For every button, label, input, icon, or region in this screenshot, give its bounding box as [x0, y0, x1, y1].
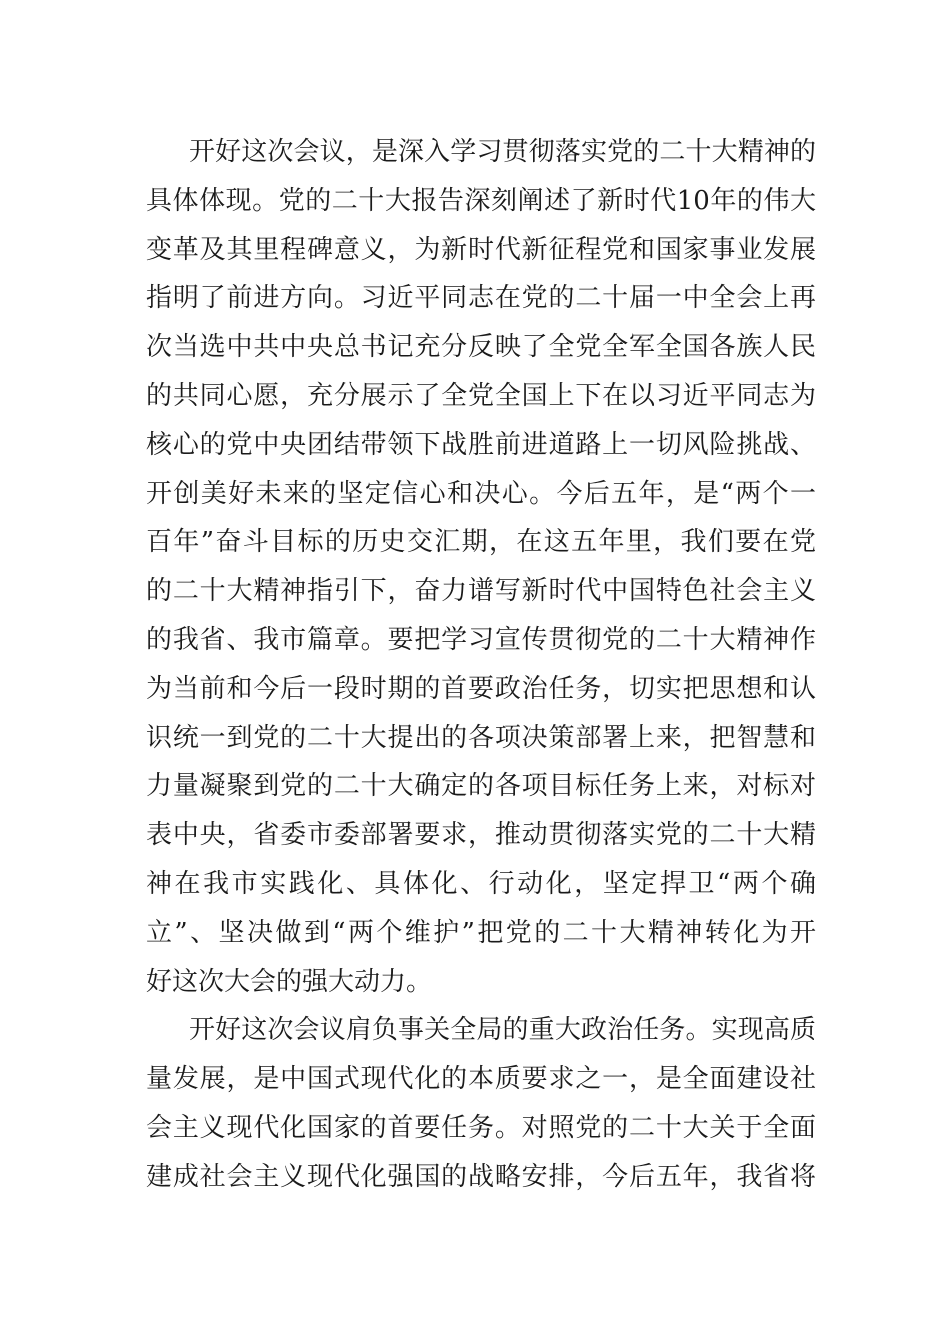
text-line: 的共同心愿，充分展示了全党全国上下在以习近平同志为	[146, 380, 816, 411]
text-line: 建成社会主义现代化强国的战略安排，今后五年，我省将	[146, 1161, 816, 1192]
text-line: 为当前和今后一段时期的首要政治任务，切实把思想和认	[146, 673, 816, 704]
text-line: 百年”奋斗目标的历史交汇期，在这五年里，我们要在党	[146, 527, 816, 558]
document-body	[146, 128, 816, 1202]
text-line: 具体体现。党的二十大报告深刻阐述了新时代10年的伟大	[146, 185, 816, 216]
text-line: 次当选中共中央总书记充分反映了全党全军全国各族人民	[146, 332, 816, 363]
text-line: 神在我市实践化、具体化、行动化，坚定捍卫“两个确	[146, 868, 816, 899]
paragraph-2	[146, 1006, 816, 1201]
text-line: 的我省、我市篇章。要把学习宣传贯彻党的二十大精神作	[146, 624, 816, 655]
text-line: 开好这次会议肩负事关全局的重大政治任务。实现高质	[189, 1015, 816, 1046]
text-line: 开好这次会议，是深入学习贯彻落实党的二十大精神的	[189, 137, 816, 167]
text-line: 核心的党中央团结带领下战胜前进道路上一切风险挑战、	[146, 429, 816, 460]
text-line: 立”、坚决做到“两个维护”把党的二十大精神转化为开	[146, 917, 816, 948]
text-line: 的二十大精神指引下，奋力谱写新时代中国特色社会主义	[146, 576, 816, 607]
text-line: 表中央，省委市委部署要求，推动贯彻落实党的二十大精	[146, 820, 816, 851]
paragraph-1	[146, 128, 816, 1006]
text-line: 会主义现代化国家的首要任务。对照党的二十大关于全面	[146, 1112, 816, 1143]
text-line: 好这次大会的强大动力。	[146, 966, 433, 997]
text-line: 识统一到党的二十大提出的各项决策部署上来，把智慧和	[146, 722, 816, 753]
text-line: 量发展，是中国式现代化的本质要求之一，是全面建设社	[146, 1064, 816, 1095]
text-line: 指明了前进方向。习近平同志在党的二十届一中全会上再	[146, 283, 816, 314]
text-line: 变革及其里程碑意义，为新时代新征程党和国家事业发展	[146, 234, 816, 265]
text-line: 力量凝聚到党的二十大确定的各项目标任务上来，对标对	[146, 771, 816, 802]
text-line: 开创美好未来的坚定信心和决心。今后五年，是“两个一	[146, 478, 816, 509]
